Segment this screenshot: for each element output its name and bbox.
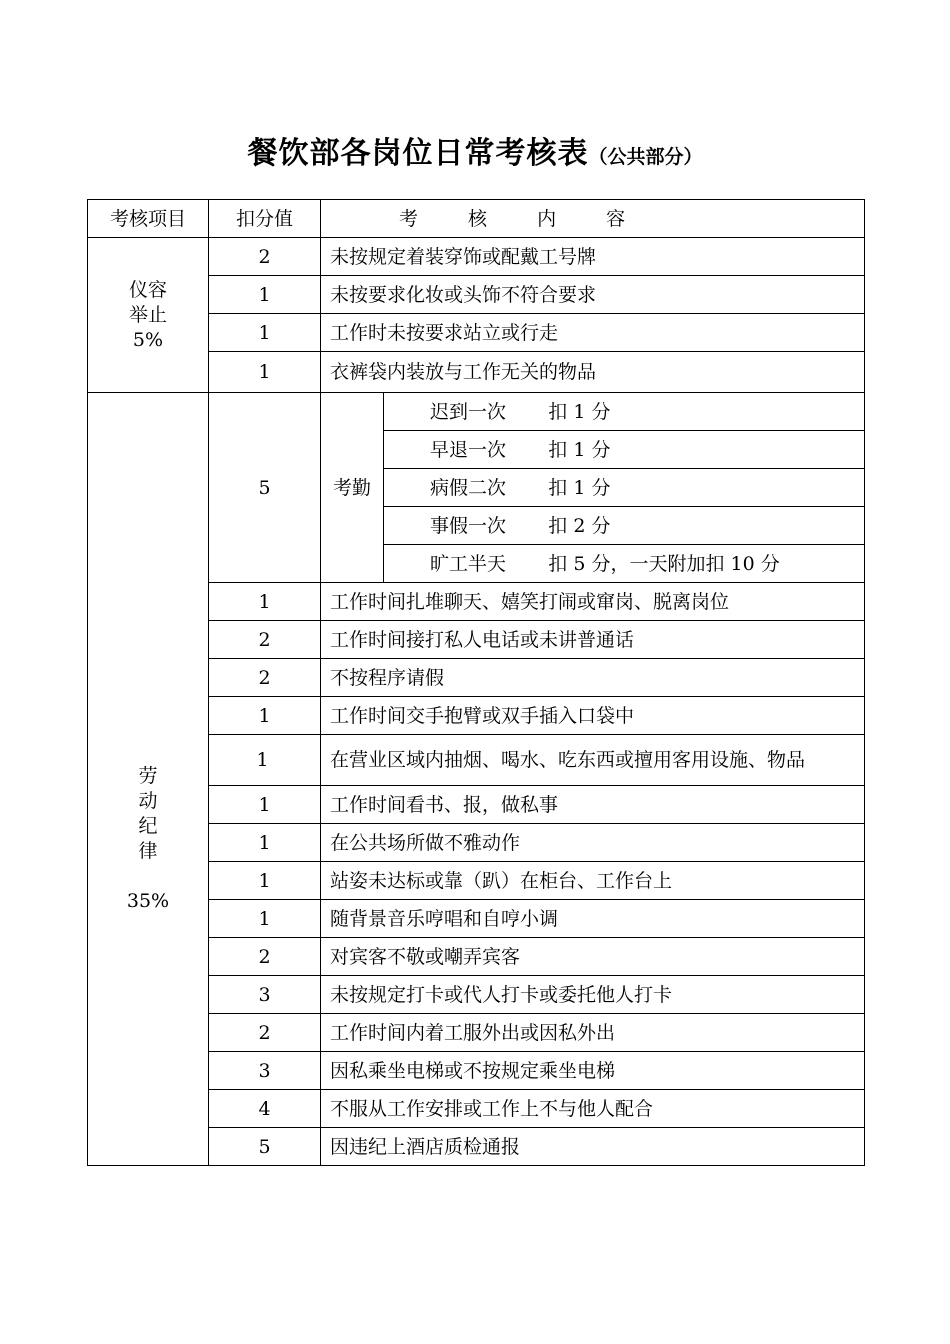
points-cell: 1 — [209, 786, 321, 824]
content-cell: 对宾客不敬或嘲弄宾客 — [321, 938, 865, 976]
points-cell: 1 — [209, 735, 321, 786]
points-cell: 1 — [209, 352, 321, 393]
category-percent: 5% — [132, 328, 164, 351]
content-cell: 在公共场所做不雅动作 — [321, 824, 865, 862]
content-cell: 工作时间交手抱臂或双手插入口袋中 — [321, 697, 865, 735]
points-cell: 2 — [209, 238, 321, 276]
points-cell: 1 — [209, 697, 321, 735]
points-cell: 4 — [209, 1090, 321, 1128]
content-cell: 工作时间看书、报，做私事 — [321, 786, 865, 824]
header-content: 考 核 内 容 — [321, 200, 865, 238]
points-cell: 5 — [209, 393, 321, 583]
points-cell: 3 — [209, 1052, 321, 1090]
points-cell: 2 — [209, 1014, 321, 1052]
content-cell: 未按要求化妆或头饰不符合要求 — [321, 276, 865, 314]
content-cell: 随背景音乐哼唱和自哼小调 — [321, 900, 865, 938]
content-cell: 不按程序请假 — [321, 659, 865, 697]
points-cell: 5 — [209, 1128, 321, 1166]
assessment-table — [87, 199, 865, 1166]
attendance-item: 早退一次 扣 1 分 — [384, 431, 865, 469]
category-line: 动 — [138, 790, 158, 812]
points-cell: 2 — [209, 659, 321, 697]
category-line: 劳 — [138, 765, 158, 787]
category-percent: 35% — [126, 890, 170, 912]
attendance-item: 旷工半天 扣 5 分，一天附加扣 10 分 — [384, 545, 865, 583]
content-cell: 衣裤袋内装放与工作无关的物品 — [321, 352, 865, 393]
content-cell: 在营业区域内抽烟、喝水、吃东西或擅用客用设施、物品 — [321, 735, 865, 786]
attendance-item: 事假一次 扣 2 分 — [384, 507, 865, 545]
category-line: 仪容 — [128, 278, 167, 301]
points-cell: 1 — [209, 583, 321, 621]
attendance-item: 病假二次 扣 1 分 — [384, 469, 865, 507]
category-line: 律 — [138, 840, 158, 862]
content-cell: 不服从工作安排或工作上不与他人配合 — [321, 1090, 865, 1128]
points-cell: 2 — [209, 621, 321, 659]
content-cell: 因私乘坐电梯或不按规定乘坐电梯 — [321, 1052, 865, 1090]
table-row — [88, 238, 865, 276]
content-cell: 工作时间扎堆聊天、嬉笑打闹或窜岗、脱离岗位 — [321, 583, 865, 621]
category-line: 举止 — [128, 303, 167, 326]
content-cell: 因违纪上酒店质检通报 — [321, 1128, 865, 1166]
points-cell: 3 — [209, 976, 321, 1014]
content-cell: 未按规定着装穿饰或配戴工号牌 — [321, 238, 865, 276]
content-cell: 工作时间接打私人电话或未讲普通话 — [321, 621, 865, 659]
attendance-item: 迟到一次 扣 1 分 — [384, 393, 865, 431]
content-cell: 工作时间内着工服外出或因私外出 — [321, 1014, 865, 1052]
header-points: 扣分值 — [209, 200, 321, 238]
points-cell: 1 — [209, 862, 321, 900]
title-sub: （公共部分） — [588, 146, 703, 168]
page-title — [0, 128, 950, 172]
category-appearance — [88, 238, 209, 393]
title-main: 餐饮部各岗位日常考核表 — [247, 136, 589, 171]
header-row — [88, 200, 865, 238]
content-cell: 站姿未达标或靠（趴）在柜台、工作台上 — [321, 862, 865, 900]
table-row — [88, 393, 865, 431]
attendance-label: 考勤 — [321, 393, 384, 583]
header-category: 考核项目 — [88, 200, 209, 238]
points-cell: 1 — [209, 824, 321, 862]
content-cell: 未按规定打卡或代人打卡或委托他人打卡 — [321, 976, 865, 1014]
points-cell: 1 — [209, 276, 321, 314]
category-line: 纪 — [138, 815, 158, 837]
category-discipline — [88, 393, 209, 1166]
points-cell: 1 — [209, 900, 321, 938]
points-cell: 2 — [209, 938, 321, 976]
points-cell: 1 — [209, 314, 321, 352]
content-cell: 工作时未按要求站立或行走 — [321, 314, 865, 352]
